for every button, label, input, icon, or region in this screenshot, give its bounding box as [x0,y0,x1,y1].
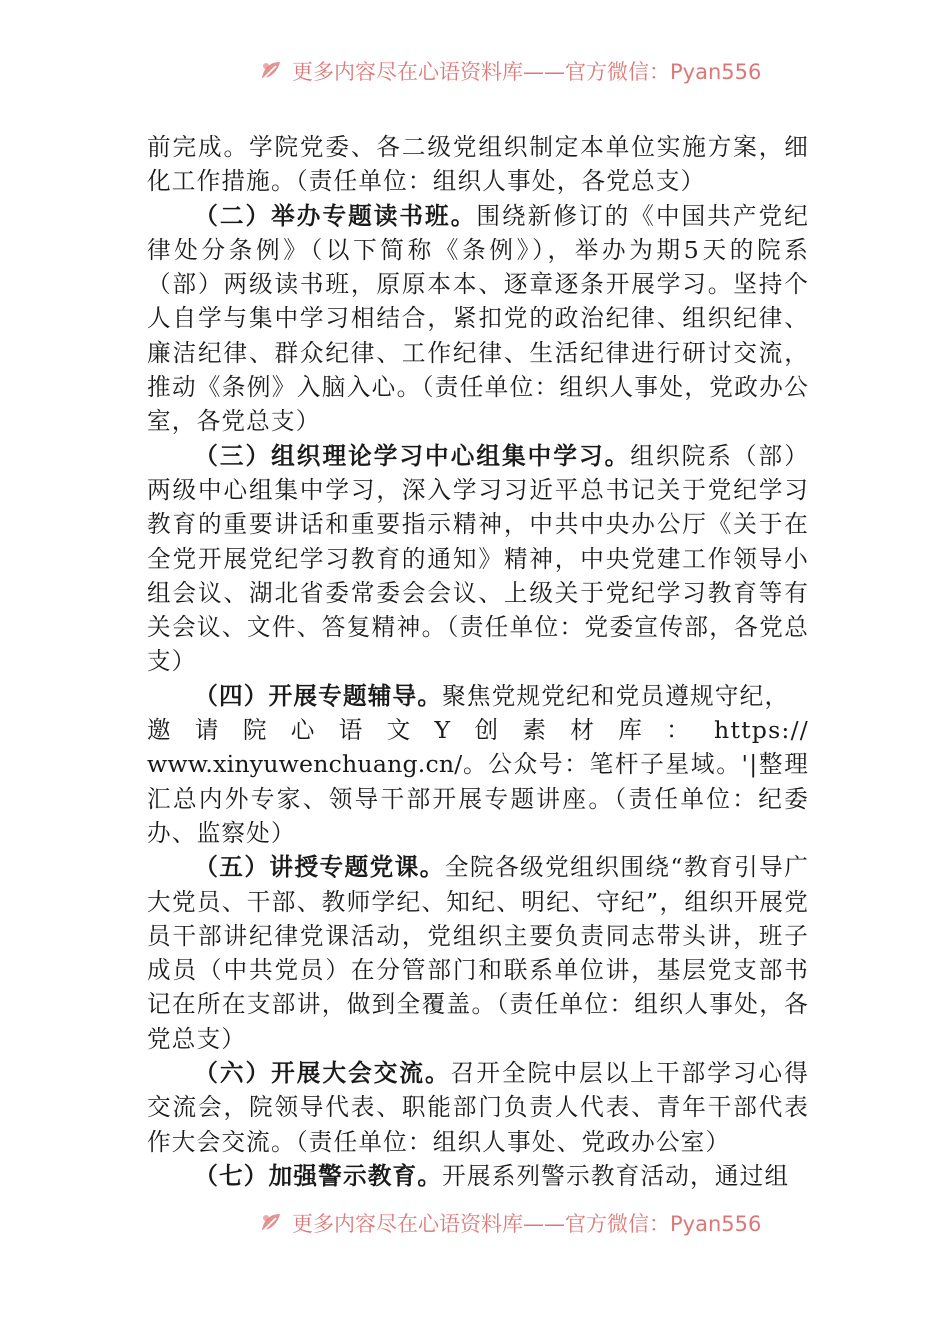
paragraph-section-4 [147,679,809,850]
section-heading: （四）开展专题辅导。 [194,681,443,710]
section-heading: （六）开展大会交流。 [194,1059,451,1088]
paragraph-line [147,679,809,713]
paragraph-section-2 [147,199,809,439]
spread-char: 创 [474,716,500,745]
paragraph-body: 前完成。学院党委、各二级党组织制定本单位实施方案，细化工作措施。（责任单位：组织人事处，各党总支） [147,133,809,196]
spread-char: 材 [570,716,596,745]
paragraph-continuation [147,130,809,199]
paragraph-section-3 [147,439,809,679]
watermark-text: 更多内容尽在心语资料库——官方微信：Pyan556 [292,1212,762,1236]
paragraph-body: 开展系列警示教育活动，通过组 [442,1161,790,1190]
paragraph-body: 组织院系（部）两级中心组集中学习，深入学习习近平总书记关于党纪学习教育的重要讲话和重要指示精神，中共中央办公厅《关于在全党开展党纪学习教育的通知》精神，中央党建工作领导小组会议、湖北省委常委会会议、上级关于党纪学习教育等有关会议、文件、答复精神。（责任单位：党委宣传部，各党总支） [147,441,809,676]
paragraph-section-5 [147,850,809,1056]
spread-char: 文 [386,716,412,745]
section-heading: （三）组织理论学习中心组集中学习。 [194,441,631,470]
spread-char: Y [434,716,452,745]
spread-char: 语 [338,716,364,745]
spread-char: 请 [194,716,220,745]
section-heading: （二）举办专题读书班。 [194,201,477,230]
paragraph-body: 。公众号：笔杆子星域。'|整理汇总内外专家、领导干部开展专题讲座。（责任单位：纪委办、监察处） [147,750,809,847]
section-heading: （七）加强警示教育。 [194,1161,443,1190]
paragraph-section-6 [147,1056,809,1159]
spread-char: 库 [618,716,643,745]
leaf-logo-icon [258,1210,284,1236]
section-heading: （五）讲授专题党课。 [194,853,445,882]
paragraph-line [147,747,809,850]
watermark-footer [258,1206,778,1240]
spread-char: 院 [242,716,268,745]
leaf-logo-icon [258,58,284,84]
watermark-header [258,54,778,88]
spread-char: 心 [290,716,316,745]
spread-char: 素 [522,716,548,745]
paragraph-body: 全院各级党组织围绕“教育引导广大党员、干部、教师学纪、知纪、明纪、守纪”，组织开展党员干部讲纪律党课活动，党组织主要负责同志带头讲，班子成员（中共党员）在分管部门和联系单位讲，基层党支部书记在所在支部讲，做到全覆盖。（责任单位：组织人事处，各党总支） [147,853,810,1053]
spread-url: https:// [714,716,809,745]
watermark-text: 更多内容尽在心语资料库——官方微信：Pyan556 [292,60,762,84]
paragraph-body: 围绕新修订的《中国共产党纪律处分条例》（以下简称《条例》），举办为期5天的院系（部）两级读书班，原原本本、逐章逐条开展学习。坚持个人自学与集中学习相结合，紧扣党的政治纪律、组织纪律、廉洁纪律、群众纪律、工作纪律、生活纪律进行研讨交流，推动《条例》入脑入心。（责任单位：组织人事处，党政办公室，各党总支） [147,201,809,436]
spread-char: ： [666,716,691,745]
website-url: www.xinyuwenchuang.cn/ [147,750,463,779]
paragraph-body: 聚焦党规党纪和党员遵规守纪， [442,681,790,710]
spread-char: 邀 [147,716,172,745]
paragraph-body: 召开全院中层以上干部学习心得交流会，院领导代表、职能部门负责人代表、青年干部代表作大会交流。（责任单位：组织人事处、党政办公室） [147,1059,809,1156]
spread-line [147,713,809,747]
document-body [147,130,809,1193]
paragraph-section-7 [147,1159,809,1193]
